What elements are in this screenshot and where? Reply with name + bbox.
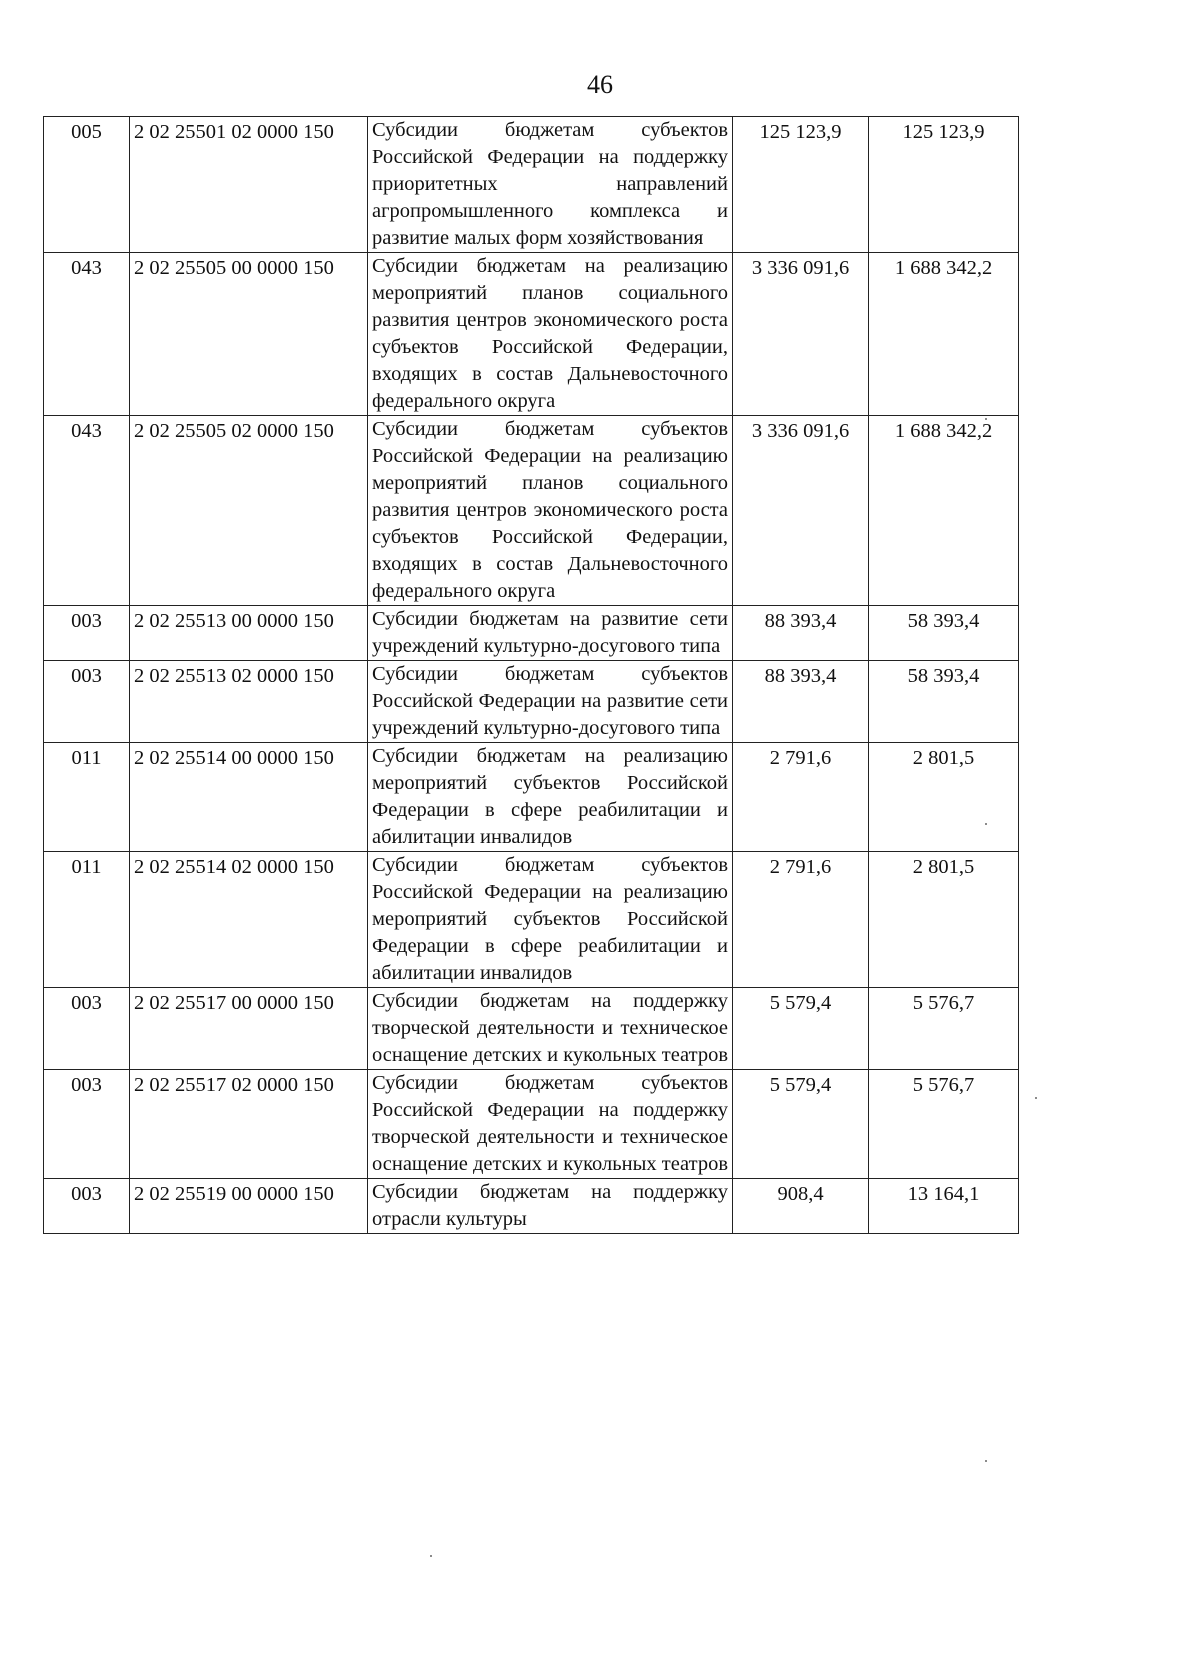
amount-year-2-cell: 2 801,5 bbox=[869, 852, 1019, 988]
revenue-name-cell: Субсидии бюджетам на развитие сети учреждений культурно-досугового типа bbox=[368, 606, 733, 661]
revenue-name-cell: Субсидии бюджетам на реализацию мероприятий субъектов Российской Федерации в сфере реабилитации и абилитации инвалидов bbox=[368, 743, 733, 852]
budget-code-cell: 2 02 25514 00 0000 150 bbox=[130, 743, 368, 852]
amount-year-1-cell: 88 393,4 bbox=[733, 606, 869, 661]
amount-year-1-cell: 3 336 091,6 bbox=[733, 253, 869, 416]
budget-revenue-table bbox=[43, 116, 1019, 1234]
amount-year-2-cell: 58 393,4 bbox=[869, 661, 1019, 743]
scan-speck bbox=[985, 1460, 987, 1462]
amount-year-1-cell: 5 579,4 bbox=[733, 1070, 869, 1179]
table-row bbox=[44, 606, 1019, 661]
admin-code-cell: 011 bbox=[44, 852, 130, 988]
budget-code-cell: 2 02 25513 00 0000 150 bbox=[130, 606, 368, 661]
admin-code-cell: 043 bbox=[44, 416, 130, 606]
revenue-name-cell: Субсидии бюджетам субъектов Российской Федерации на поддержку творческой деятельности и техническое оснащение детских и кукольных театров bbox=[368, 1070, 733, 1179]
amount-year-2-cell: 2 801,5 bbox=[869, 743, 1019, 852]
table-row bbox=[44, 988, 1019, 1070]
amount-year-2-cell: 1 688 342,2 bbox=[869, 253, 1019, 416]
budget-code-cell: 2 02 25514 02 0000 150 bbox=[130, 852, 368, 988]
amount-year-1-cell: 5 579,4 bbox=[733, 988, 869, 1070]
table-row bbox=[44, 253, 1019, 416]
admin-code-cell: 005 bbox=[44, 117, 130, 253]
table-row bbox=[44, 1070, 1019, 1179]
amount-year-1-cell: 88 393,4 bbox=[733, 661, 869, 743]
budget-code-cell: 2 02 25517 00 0000 150 bbox=[130, 988, 368, 1070]
page-number: 46 bbox=[587, 70, 613, 99]
admin-code-cell: 003 bbox=[44, 606, 130, 661]
table-row bbox=[44, 661, 1019, 743]
table-row bbox=[44, 117, 1019, 253]
amount-year-2-cell: 125 123,9 bbox=[869, 117, 1019, 253]
scan-speck bbox=[985, 418, 987, 420]
amount-year-1-cell: 2 791,6 bbox=[733, 852, 869, 988]
revenue-name-cell: Субсидии бюджетам субъектов Российской Федерации на реализацию мероприятий субъектов Российской Федерации в сфере реабилитации и абилитации инвалидов bbox=[368, 852, 733, 988]
table-row bbox=[44, 416, 1019, 606]
budget-code-cell: 2 02 25505 02 0000 150 bbox=[130, 416, 368, 606]
budget-code-cell: 2 02 25517 02 0000 150 bbox=[130, 1070, 368, 1179]
amount-year-1-cell: 908,4 bbox=[733, 1179, 869, 1234]
admin-code-cell: 003 bbox=[44, 1179, 130, 1234]
amount-year-2-cell: 5 576,7 bbox=[869, 1070, 1019, 1179]
scan-speck bbox=[1035, 1097, 1037, 1099]
admin-code-cell: 011 bbox=[44, 743, 130, 852]
amount-year-1-cell: 2 791,6 bbox=[733, 743, 869, 852]
revenue-name-cell: Субсидии бюджетам субъектов Российской Федерации на развитие сети учреждений культурно-досугового типа bbox=[368, 661, 733, 743]
budget-code-cell: 2 02 25519 00 0000 150 bbox=[130, 1179, 368, 1234]
table-row bbox=[44, 1179, 1019, 1234]
admin-code-cell: 043 bbox=[44, 253, 130, 416]
revenue-name-cell: Субсидии бюджетам на реализацию мероприятий планов социального развития центров экономического роста субъектов Российской Федерации, входящих в состав Дальневосточного федерального округа bbox=[368, 253, 733, 416]
amount-year-2-cell: 58 393,4 bbox=[869, 606, 1019, 661]
amount-year-1-cell: 125 123,9 bbox=[733, 117, 869, 253]
revenue-name-cell: Субсидии бюджетам на поддержку творческой деятельности и техническое оснащение детских и кукольных театров bbox=[368, 988, 733, 1070]
budget-code-cell: 2 02 25505 00 0000 150 bbox=[130, 253, 368, 416]
amount-year-1-cell: 3 336 091,6 bbox=[733, 416, 869, 606]
scan-speck bbox=[985, 823, 987, 825]
admin-code-cell: 003 bbox=[44, 1070, 130, 1179]
table-row bbox=[44, 852, 1019, 988]
table-row bbox=[44, 743, 1019, 852]
revenue-name-cell: Субсидии бюджетам на поддержку отрасли культуры bbox=[368, 1179, 733, 1234]
amount-year-2-cell: 1 688 342,2 bbox=[869, 416, 1019, 606]
amount-year-2-cell: 13 164,1 bbox=[869, 1179, 1019, 1234]
amount-year-2-cell: 5 576,7 bbox=[869, 988, 1019, 1070]
budget-code-cell: 2 02 25501 02 0000 150 bbox=[130, 117, 368, 253]
revenue-name-cell: Субсидии бюджетам субъектов Российской Федерации на реализацию мероприятий планов социального развития центров экономического роста субъектов Российской Федерации, входящих в состав Дальневосточного федерального округа bbox=[368, 416, 733, 606]
budget-code-cell: 2 02 25513 02 0000 150 bbox=[130, 661, 368, 743]
revenue-name-cell: Субсидии бюджетам субъектов Российской Федерации на поддержку приоритетных направлений агропромышленного комплекса и развитие малых форм хозяйствования bbox=[368, 117, 733, 253]
admin-code-cell: 003 bbox=[44, 988, 130, 1070]
scan-speck bbox=[430, 1555, 432, 1557]
admin-code-cell: 003 bbox=[44, 661, 130, 743]
